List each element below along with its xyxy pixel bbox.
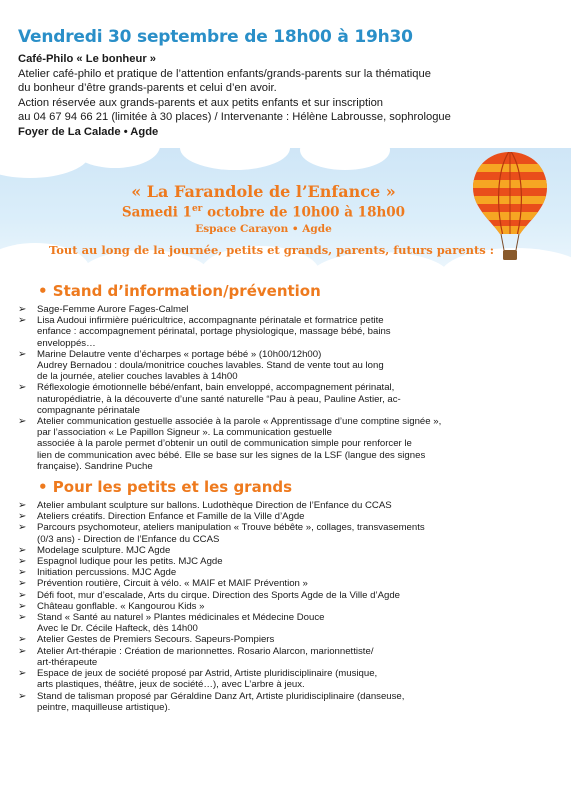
banner-tagline: Tout au long de la journée, petits et grands, parents, futurs parents : [49, 242, 494, 257]
arrow-bullet-icon: ➢ [18, 382, 27, 394]
banner-place: Espace Carayon • Agde [195, 222, 332, 235]
item-text: Espagnol ludique pour les petits. MJC Agde [37, 556, 223, 568]
item-text: française). Sandrine Puche [37, 460, 153, 472]
list-item [18, 511, 558, 522]
arrow-bullet-icon: ➢ [18, 315, 27, 327]
item-text: Initiation percussions. MJC Agde [37, 567, 177, 579]
item-text: Lisa Audoui infirmière puéricultrice, accompagnante périnatale et formatrice petite [37, 315, 384, 327]
item-text: Château gonflable. « Kangourou Kids » [37, 600, 205, 612]
event-title: Café-Philo « Le bonheur » [18, 53, 156, 65]
arrow-bullet-icon: ➢ [18, 348, 27, 360]
item-text: Ateliers créatifs. Direction Enfance et Famille de la Ville d’Agde [37, 511, 305, 523]
item-text: enveloppés… [37, 337, 96, 349]
arrow-bullet-icon: ➢ [18, 511, 27, 523]
arrow-bullet-icon: ➢ [18, 634, 27, 646]
item-text: Stand de talisman proposé par Géraldine Danz Art, Artiste pluridisciplinaire (danseuse, [37, 690, 405, 702]
item-text: (0/3 ans) - Direction de l’Enfance du CCAS [37, 533, 220, 545]
event-cafe-philo [18, 27, 558, 140]
list-item [18, 315, 558, 349]
list-item [18, 590, 558, 601]
list-item [18, 646, 558, 668]
section-title: • Pour les petits et les grands [38, 478, 293, 497]
arrow-bullet-icon: ➢ [18, 556, 27, 568]
item-text: peintre, maquilleuse artistique). [37, 701, 171, 713]
item-text: Stand « Santé au naturel » Plantes médicinales et Médecine Douce [37, 612, 325, 624]
list-item [18, 556, 558, 567]
arrow-bullet-icon: ➢ [18, 668, 27, 680]
item-text: Atelier ambulant sculpture sur ballons. Ludothèque Direction de l’Enfance du CCAS [37, 500, 392, 512]
arrow-bullet-icon: ➢ [18, 567, 27, 579]
item-text: Audrey Bernadou : doula/monitrice couches lavables. Stand de vente tout au long [37, 360, 384, 372]
list-item [18, 304, 558, 315]
banner-date-sup: er [191, 204, 203, 214]
item-list [18, 500, 558, 713]
arrow-bullet-icon: ➢ [18, 645, 27, 657]
item-text: Défi foot, mur d’escalade, Arts du cirque. Direction des Sports Agde de la Ville d’Agde [37, 589, 400, 601]
list-item [18, 601, 558, 612]
list-item [18, 416, 558, 472]
list-item [18, 500, 558, 511]
section-information-prevention [18, 282, 558, 472]
item-list [18, 304, 558, 472]
event-place: Foyer de La Calade • Agde [18, 125, 159, 138]
arrow-bullet-icon: ➢ [18, 578, 27, 590]
banner-date-prefix: Samedi 1 [121, 204, 192, 221]
item-text: Avec le Dr. Cécile Hafteck, dès 14h00 [37, 623, 198, 635]
item-text: Modelage sculpture. MJC Agde [37, 544, 171, 556]
banner-title: « La Farandole de l’Enfance » [131, 182, 396, 201]
banner-date [0, 204, 549, 221]
item-text: compagnante périnatale [37, 404, 140, 416]
item-text: Atelier Art-thérapie : Création de marionnettes. Rosario Alarcon, marionnettiste/ [37, 645, 374, 657]
item-text: Espace de jeux de société proposé par Astrid, Artiste pluridisciplinaire (musique, [37, 668, 378, 680]
item-text: Sage-Femme Aurore Fages-Calmel [37, 304, 189, 315]
event-date: Vendredi 30 septembre de 18h00 à 19h30 [18, 27, 413, 47]
list-item [18, 612, 558, 634]
cloud-shape [300, 148, 390, 170]
list-item [18, 545, 558, 556]
cloud-shape [70, 148, 160, 168]
arrow-bullet-icon: ➢ [18, 690, 27, 702]
cloud-shape [180, 148, 290, 170]
item-text: Marine Delautre vente d’écharpes « portage bébé » (10h00/12h00) [37, 348, 322, 360]
section-title: • Stand d’information/prévention [38, 282, 321, 300]
arrow-bullet-icon: ➢ [18, 600, 27, 612]
banner-date-suffix: octobre de 10h00 à 18h00 [202, 204, 406, 221]
item-text: associée à la parole permet d’obtenir un outil de communication simple pour renforcer le [37, 438, 412, 450]
arrow-bullet-icon: ➢ [18, 612, 27, 624]
item-text: Prévention routière, Circuit à vélo. « MAIF et MAIF Prévention » [37, 578, 308, 590]
event-line: du bonheur d’être grands-parents et celui d’en avoir. [18, 82, 277, 95]
section-petits-grands [18, 478, 558, 713]
item-text: Atelier communication gestuelle associée à la parole « Apprentissage d’une comptine signée », [37, 416, 442, 428]
list-item [18, 668, 558, 690]
arrow-bullet-icon: ➢ [18, 500, 27, 512]
list-item [18, 522, 558, 544]
arrow-bullet-icon: ➢ [18, 589, 27, 601]
item-text: art-thérapeute [37, 656, 98, 668]
event-line: Atelier café-philo et pratique de l’attention enfants/grands-parents sur la thématique [18, 67, 431, 80]
item-text: Atelier Gestes de Premiers Secours. Sapeurs-Pompiers [37, 634, 275, 646]
arrow-bullet-icon: ➢ [18, 522, 27, 534]
item-text: par l’association « Le Papillon Signeur ». La communication gestuelle [37, 427, 332, 439]
event-line: au 04 67 94 66 21 (limitée à 30 places) / Intervenante : Hélène Labrousse, sophrologue [18, 111, 451, 124]
list-item [18, 691, 558, 713]
event-line: Action réservée aux grands-parents et aux petits enfants et sur inscription [18, 96, 384, 109]
item-text: lien de communication avec bébé. Elle se base sur les signes de la LSF (langue des signes [37, 449, 426, 461]
list-item [18, 634, 558, 645]
item-text: Réflexologie émotionnelle bébé/enfant, bain enveloppé, accompagnement périnatal, [37, 382, 395, 394]
item-text: naturopédiatrie, à la découverte d’une santé naturelle “Pau à peau, Pauline Astier, ac- [37, 393, 401, 405]
item-text: enfance : accompagnement périnatal, portage physiologique, massage bébé, bains [37, 326, 391, 338]
list-item [18, 349, 558, 383]
program-content [18, 280, 558, 713]
item-text: arts plastiques, théâtre, jeux de société…), avec L’arbre à jeux. [37, 679, 305, 691]
arrow-bullet-icon: ➢ [18, 304, 27, 315]
hot-air-balloon-icon [470, 150, 550, 272]
list-item [18, 578, 558, 589]
list-item [18, 567, 558, 578]
arrow-bullet-icon: ➢ [18, 544, 27, 556]
list-item [18, 382, 558, 416]
item-text: de la journée, atelier couches lavables à 14h00 [37, 371, 238, 383]
arrow-bullet-icon: ➢ [18, 416, 27, 428]
item-text: Parcours psychomoteur, ateliers manipulation « Trouve bébête », collages, transvasements [37, 522, 425, 534]
